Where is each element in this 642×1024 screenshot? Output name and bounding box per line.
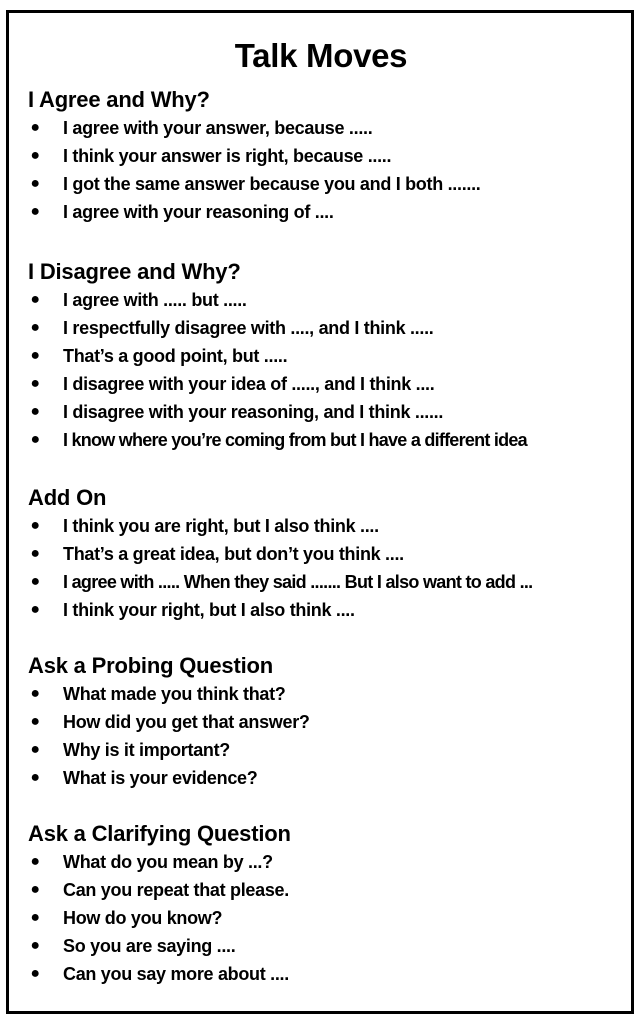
list-item-text: I agree with your reasoning of .... [63, 202, 334, 222]
bullet-icon: ● [30, 853, 40, 870]
list-item-text: What made you think that? [63, 684, 286, 704]
list-item-text: Can you repeat that please. [63, 880, 289, 900]
bullet-list [28, 512, 632, 624]
list-item-text: I think your answer is right, because ..... [63, 146, 392, 166]
bullet-icon: ● [30, 937, 40, 954]
list-item [28, 398, 632, 426]
bullet-icon: ● [30, 601, 40, 618]
list-item [28, 568, 632, 596]
list-item [28, 596, 632, 624]
list-item [28, 512, 632, 540]
bullet-icon: ● [30, 175, 40, 192]
bullet-icon: ● [30, 319, 40, 336]
list-item-text: What do you mean by ...? [63, 852, 273, 872]
list-item [28, 342, 632, 370]
section-clarifying-question [28, 820, 632, 988]
list-item-text: That’s a good point, but ..... [63, 346, 288, 366]
bullet-icon: ● [30, 403, 40, 420]
bullet-icon: ● [30, 203, 40, 220]
section-heading: I Disagree and Why? [28, 259, 241, 284]
list-item-text: I think you are right, but I also think .... [63, 516, 379, 536]
list-item-text: What is your evidence? [63, 768, 258, 788]
list-item-text: Why is it important? [63, 740, 230, 760]
bullet-icon: ● [30, 573, 40, 590]
list-item [28, 708, 632, 736]
list-item [28, 540, 632, 568]
list-item [28, 680, 632, 708]
bullet-icon: ● [30, 741, 40, 758]
list-item-text: How did you get that answer? [63, 712, 310, 732]
list-item-text: I know where you’re coming from but I have a different idea [63, 430, 527, 450]
bullet-list [28, 680, 632, 792]
bullet-icon: ● [30, 881, 40, 898]
list-item [28, 764, 632, 792]
section-heading: Ask a Clarifying Question [28, 821, 291, 846]
bullet-icon: ● [30, 431, 40, 448]
list-item [28, 286, 632, 314]
list-item [28, 170, 632, 198]
bullet-list [28, 848, 632, 988]
list-item-text: I disagree with your idea of ....., and I think .... [63, 374, 435, 394]
bullet-icon: ● [30, 545, 40, 562]
list-item-text: I agree with ..... but ..... [63, 290, 247, 310]
list-item-text: I agree with your answer, because ..... [63, 118, 373, 138]
list-item-text: I think your right, but I also think .... [63, 600, 355, 620]
list-item [28, 848, 632, 876]
section-heading: I Agree and Why? [28, 87, 210, 112]
list-item [28, 904, 632, 932]
bullet-icon: ● [30, 769, 40, 786]
list-item-text: I got the same answer because you and I both ....... [63, 174, 481, 194]
list-item-text: I disagree with your reasoning, and I think ...... [63, 402, 444, 422]
list-item [28, 736, 632, 764]
section-disagree [28, 258, 632, 454]
list-item [28, 314, 632, 342]
bullet-list [28, 286, 632, 454]
list-item-text: I respectfully disagree with ...., and I think ..... [63, 318, 434, 338]
bullet-icon: ● [30, 713, 40, 730]
bullet-icon: ● [30, 517, 40, 534]
list-item [28, 142, 632, 170]
bullet-icon: ● [30, 965, 40, 982]
bullet-icon: ● [30, 347, 40, 364]
list-item [28, 932, 632, 960]
bullet-icon: ● [30, 147, 40, 164]
bullet-list [28, 114, 632, 226]
list-item-text: So you are saying .... [63, 936, 236, 956]
list-item [28, 114, 632, 142]
section-heading: Add On [28, 485, 107, 510]
section-heading: Ask a Probing Question [28, 653, 273, 678]
list-item [28, 426, 632, 454]
list-item [28, 876, 632, 904]
bullet-icon: ● [30, 685, 40, 702]
list-item-text: That’s a great idea, but don’t you think .... [63, 544, 404, 564]
list-item-text: I agree with ..... When they said ....... But I also want to add ... [63, 572, 533, 592]
section-probing-question [28, 652, 632, 792]
list-item [28, 370, 632, 398]
page-title: Talk Moves [234, 37, 408, 74]
bullet-icon: ● [30, 119, 40, 136]
list-item [28, 960, 632, 988]
list-item [28, 198, 632, 226]
bullet-icon: ● [30, 291, 40, 308]
section-agree [28, 86, 632, 226]
bullet-icon: ● [30, 375, 40, 392]
bullet-icon: ● [30, 909, 40, 926]
section-add-on [28, 484, 632, 624]
list-item-text: How do you know? [63, 908, 223, 928]
list-item-text: Can you say more about .... [63, 964, 289, 984]
